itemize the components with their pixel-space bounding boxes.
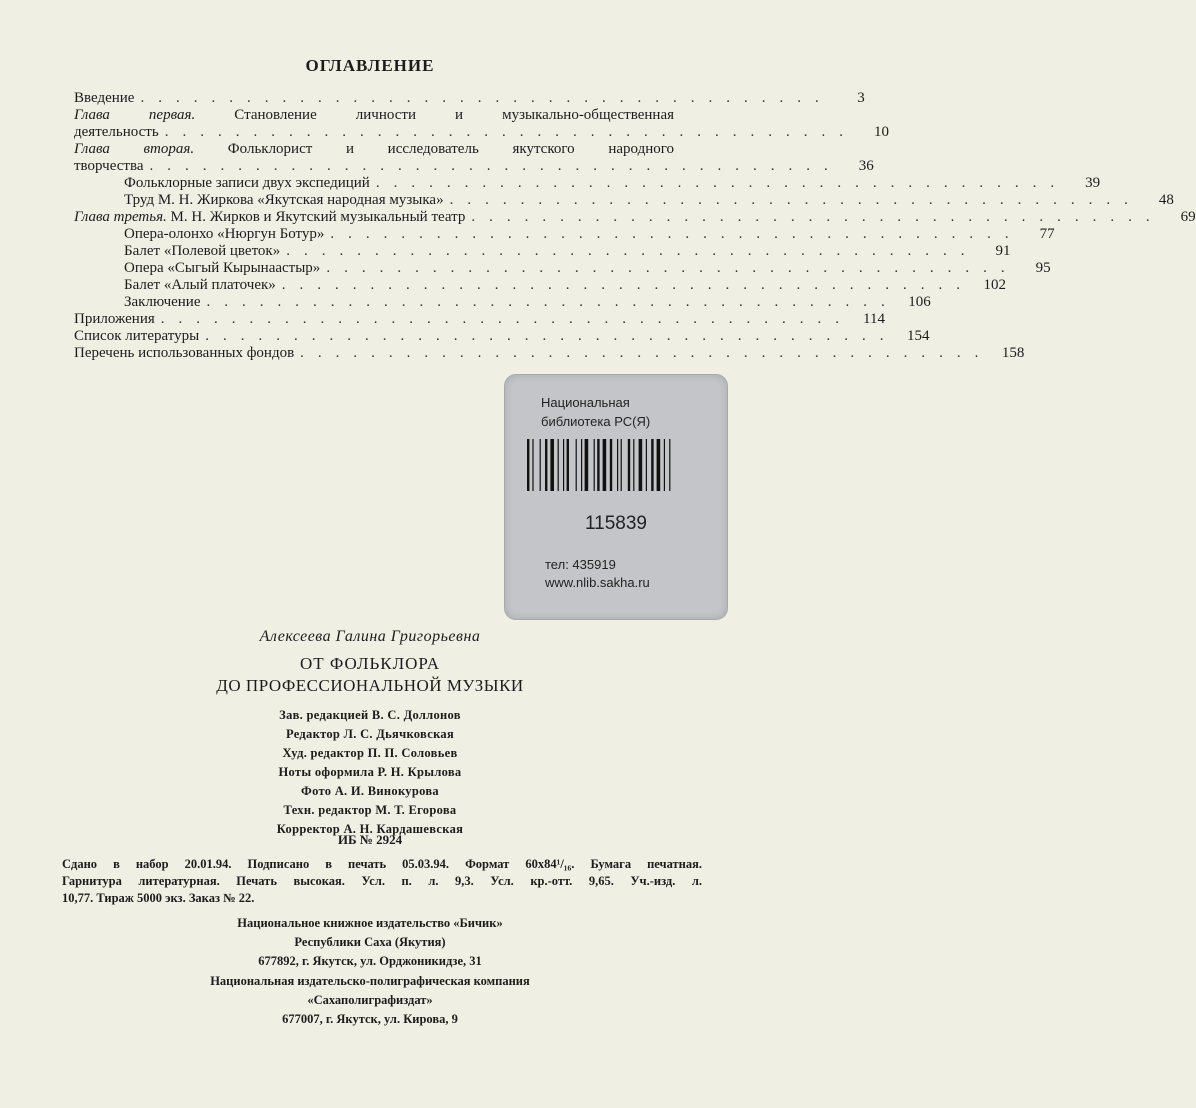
library-name-line: библиотека РС(Я) (541, 414, 651, 429)
toc-entry-page: 158 (1001, 345, 1025, 361)
publisher-block (0, 914, 740, 971)
credit-line: Ноты оформила Р. Н. Крылова (278, 765, 462, 779)
toc-entry-page: 69 (1180, 209, 1196, 225)
toc-entry-text: Фольклорные записи двух экспедиций (124, 175, 370, 191)
toc-entry-page: 91 (995, 243, 1011, 259)
credit-line: Худ. редактор П. П. Соловьев (282, 746, 458, 760)
toc-entry-text: Балет «Полевой цветок» (124, 243, 281, 259)
ib-number: ИБ № 2924 (337, 832, 403, 847)
toc-leader-dots: ....................................... (140, 90, 833, 106)
toc-leader-dots: ....................................... (471, 209, 1164, 225)
barcode-icon (527, 439, 711, 491)
toc-entry (74, 311, 885, 328)
toc-entry-page: 39 (1085, 175, 1101, 191)
toc-leader-dots: ....................................... (149, 158, 842, 174)
toc-chapter-label: Глава вторая. (74, 141, 195, 157)
toc-leader-dots: ....................................... (286, 243, 979, 259)
author-name: Алексеева Галина Григорьевна (259, 628, 481, 645)
printer-line: Национальная издательско-полиграфическая компания (210, 974, 530, 988)
credit-line: Корректор А. Н. Кардашевская (276, 822, 464, 836)
toc-entry-text: Приложения (74, 311, 155, 327)
toc-chapter-label: Глава третья. (74, 209, 167, 225)
toc-entry (74, 107, 674, 124)
toc-leader-dots: ....................................... (160, 311, 853, 327)
toc-entry-page: 102 (983, 277, 1007, 293)
publication-line: 10,77. Тираж 5000 экз. Заказ № 22. (62, 891, 255, 905)
toc-entry-text: Труд М. Н. Жиркова «Якутская народная музыка» (124, 192, 444, 208)
toc-entry (74, 226, 1055, 243)
toc-entry (74, 192, 1174, 209)
toc-leader-dots: ....................................... (449, 192, 1142, 208)
library-name (541, 393, 650, 431)
toc-entry-page: 36 (858, 158, 874, 174)
toc-entry-page: 154 (906, 328, 930, 344)
printer-line: «Сахаполиграфиздат» (307, 993, 433, 1007)
toc-entry (74, 175, 1101, 192)
publisher-line: Республики Саха (Якутия) (294, 935, 446, 949)
toc-entry-page: 95 (1035, 260, 1051, 276)
toc-leader-dots: ....................................... (300, 345, 993, 361)
toc-leader-dots: ....................................... (164, 124, 857, 140)
toc-leader-dots: ....................................... (326, 260, 1019, 276)
book-title-line: ОТ ФОЛЬКЛОРА (300, 654, 440, 673)
publisher-line: 677892, г. Якутск, ул. Орджоникидзе, 31 (258, 954, 482, 968)
toc-entry-text: Опера-олонхо «Нюргун Ботур» (124, 226, 325, 242)
toc-entry-text: Фольклорист и исследователь якутского народного (194, 141, 675, 157)
publication-details (62, 856, 702, 907)
toc-entry-page: 106 (908, 294, 931, 310)
publication-line: Сдано в набор 20.01.94. Подписано в печать 05.03.94. Формат 60x84¹/₁₆. Бумага печатная. (62, 857, 702, 871)
toc-entry-text: Балет «Алый платочек» (124, 277, 276, 293)
credits-list (0, 706, 740, 839)
printer-block (0, 972, 740, 1029)
toc-entry-page: 77 (1039, 226, 1055, 242)
library-name-line: Национальная (541, 395, 630, 410)
toc-leader-dots: ....................................... (205, 328, 898, 344)
toc-entry-continuation (74, 158, 874, 175)
library-website: www.nlib.sakha.ru (545, 575, 650, 590)
toc-entry (74, 90, 865, 107)
toc-entry-continuation (74, 124, 889, 141)
toc-entry-page: 3 (857, 90, 865, 106)
toc-entry-text: Список литературы (74, 328, 200, 344)
credit-line: Редактор Л. С. Дьячковская (285, 727, 455, 741)
toc-entry-text: Заключение (124, 294, 201, 310)
toc-leader-dots: ....................................... (206, 294, 899, 310)
toc-entry (74, 141, 674, 158)
toc-leader-dots: ....................................... (375, 175, 1069, 191)
table-of-contents (74, 90, 1196, 362)
toc-leader-dots: ....................................... (281, 277, 975, 293)
toc-entry-text: творчества (74, 158, 144, 174)
toc-entry (74, 277, 1007, 294)
toc-entry-text: деятельность (74, 124, 159, 140)
toc-entry-text: Становление личности и музыкально-общественная (195, 107, 674, 123)
toc-entry-text: Введение (74, 90, 135, 106)
toc-chapter-label: Глава первая. (74, 107, 196, 123)
toc-entry-title: М. Н. Жирков и Якутский музыкальный театр (166, 209, 466, 225)
toc-entry (74, 243, 1011, 260)
publication-line: Гарнитура литературная. Печать высокая. Усл. п. л. 9,3. Усл. кр.-отт. 9,65. Уч.-изд. л. (62, 874, 702, 888)
toc-entry-page: 48 (1158, 192, 1174, 208)
toc-entry-page: 10 (873, 124, 889, 140)
toc-entry (74, 209, 1196, 226)
toc-entry-text: Опера «Сыгый Кырынаастыр» (124, 260, 321, 276)
toc-entry (74, 260, 1051, 277)
credit-line: Зав. редакцией В. С. Доллонов (279, 708, 461, 722)
inventory-number: 115839 (585, 513, 647, 534)
library-phone: тел: 435919 (545, 557, 616, 572)
toc-title: ОГЛАВЛЕНИЕ (305, 56, 435, 75)
library-barcode-sticker (504, 374, 728, 620)
credit-line: Фото А. И. Винокурова (301, 784, 439, 798)
toc-entry-text: Перечень использованных фондов (74, 345, 295, 361)
printer-line: 677007, г. Якутск, ул. Кирова, 9 (282, 1012, 458, 1026)
credit-line: Техн. редактор М. Т. Егорова (283, 803, 457, 817)
toc-entry (74, 345, 1025, 362)
book-title-line: ДО ПРОФЕССИОНАЛЬНОЙ МУЗЫКИ (216, 676, 524, 695)
toc-entry-page: 114 (863, 311, 885, 327)
toc-leader-dots: ....................................... (330, 226, 1023, 242)
toc-entry (74, 294, 931, 311)
toc-entry-text (74, 209, 465, 226)
toc-entry (74, 328, 930, 345)
publisher-line: Национальное книжное издательство «Бичик» (237, 916, 503, 930)
